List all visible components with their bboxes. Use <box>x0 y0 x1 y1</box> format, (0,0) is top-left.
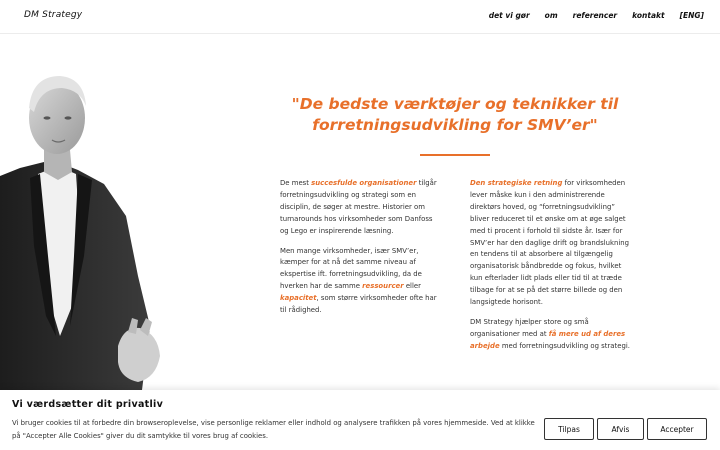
content-column-right <box>470 178 632 361</box>
site-logo[interactable]: DM Strategy <box>24 10 83 20</box>
main-nav <box>489 11 704 20</box>
paragraph <box>470 178 632 309</box>
hero-headline: "De bedste værktøjer og teknikker til forretningsudvikling for SMV’er" <box>291 95 619 134</box>
headline-divider <box>420 154 490 156</box>
highlight-text: kapacitet <box>280 294 317 303</box>
nav-item-om[interactable]: om <box>544 11 558 20</box>
accept-button[interactable]: Accepter <box>647 418 707 440</box>
content-column-left <box>280 178 442 325</box>
highlight-text: ressourcer <box>362 282 404 291</box>
highlight-text: Den strategiske retning <box>470 179 563 187</box>
reject-button[interactable]: Afvis <box>597 418 644 440</box>
nav-item-det-vi-gor[interactable]: det vi gør <box>488 11 530 20</box>
paragraph <box>280 178 442 238</box>
text: Men mange virksomheder, især SMV’er, kæmper for at nå det samme niveau af ekspertise ift. forretningsudvikling, da de hverken har de samme <box>280 246 422 291</box>
paragraph <box>280 246 442 317</box>
cookie-text: Vi bruger cookies til at forbedre din browseroplevelse, vise personlige reklamer eller indhold og analysere trafikken på vores hjemmeside. Ved at klikke på "Accepter Alle Cookies" giver du dit samtykke til vores brug af cookies. <box>12 419 535 440</box>
text: eller <box>403 282 421 291</box>
portrait-image <box>0 56 172 390</box>
text: for virksomheden lever måske kun i den administrerende direktørs hoved, og “forretningsudvikling” bliver reduceret til et ønske om at øge salget med ti procent i forhold til sidste år. Især for SMV’er har den daglige drift og brandslukning en tendens til at absorbere al tilgængelig organisatorisk båndbredde og fokus, hvilket kun efterlader lidt plads eller tid til at træde tilbage for at se på det større billede og den langsigtede horisont. <box>470 179 630 307</box>
highlight-text: succesfulde organisationer <box>311 179 417 187</box>
cookie-title: Vi værdsætter dit privatliv <box>12 399 164 410</box>
text: , som større virksomheder ofte har til rådighed. <box>280 294 437 315</box>
nav-item-kontakt[interactable]: kontakt <box>632 11 665 20</box>
text: DM Strategy hjælper store og små organisationer med at <box>470 317 589 338</box>
text: tilgår forretningsudvikling og strategi som en disciplin, de søger at mestre. Historier om turnarounds hos virksomheder som Danfoss og Lego er inspirerende læsning. <box>280 179 437 235</box>
cookie-banner <box>0 390 720 450</box>
text: med forretningsudvikling og strategi. <box>499 341 630 350</box>
nav-item-referencer[interactable]: referencer <box>572 11 618 20</box>
paragraph <box>470 317 632 353</box>
highlight-text: få mere ud af deres arbejde <box>470 329 626 350</box>
site-header <box>0 0 720 34</box>
customize-button[interactable]: Tilpas <box>544 418 594 440</box>
text: De mest <box>280 179 312 187</box>
language-switch[interactable]: [ENG] <box>679 11 704 20</box>
